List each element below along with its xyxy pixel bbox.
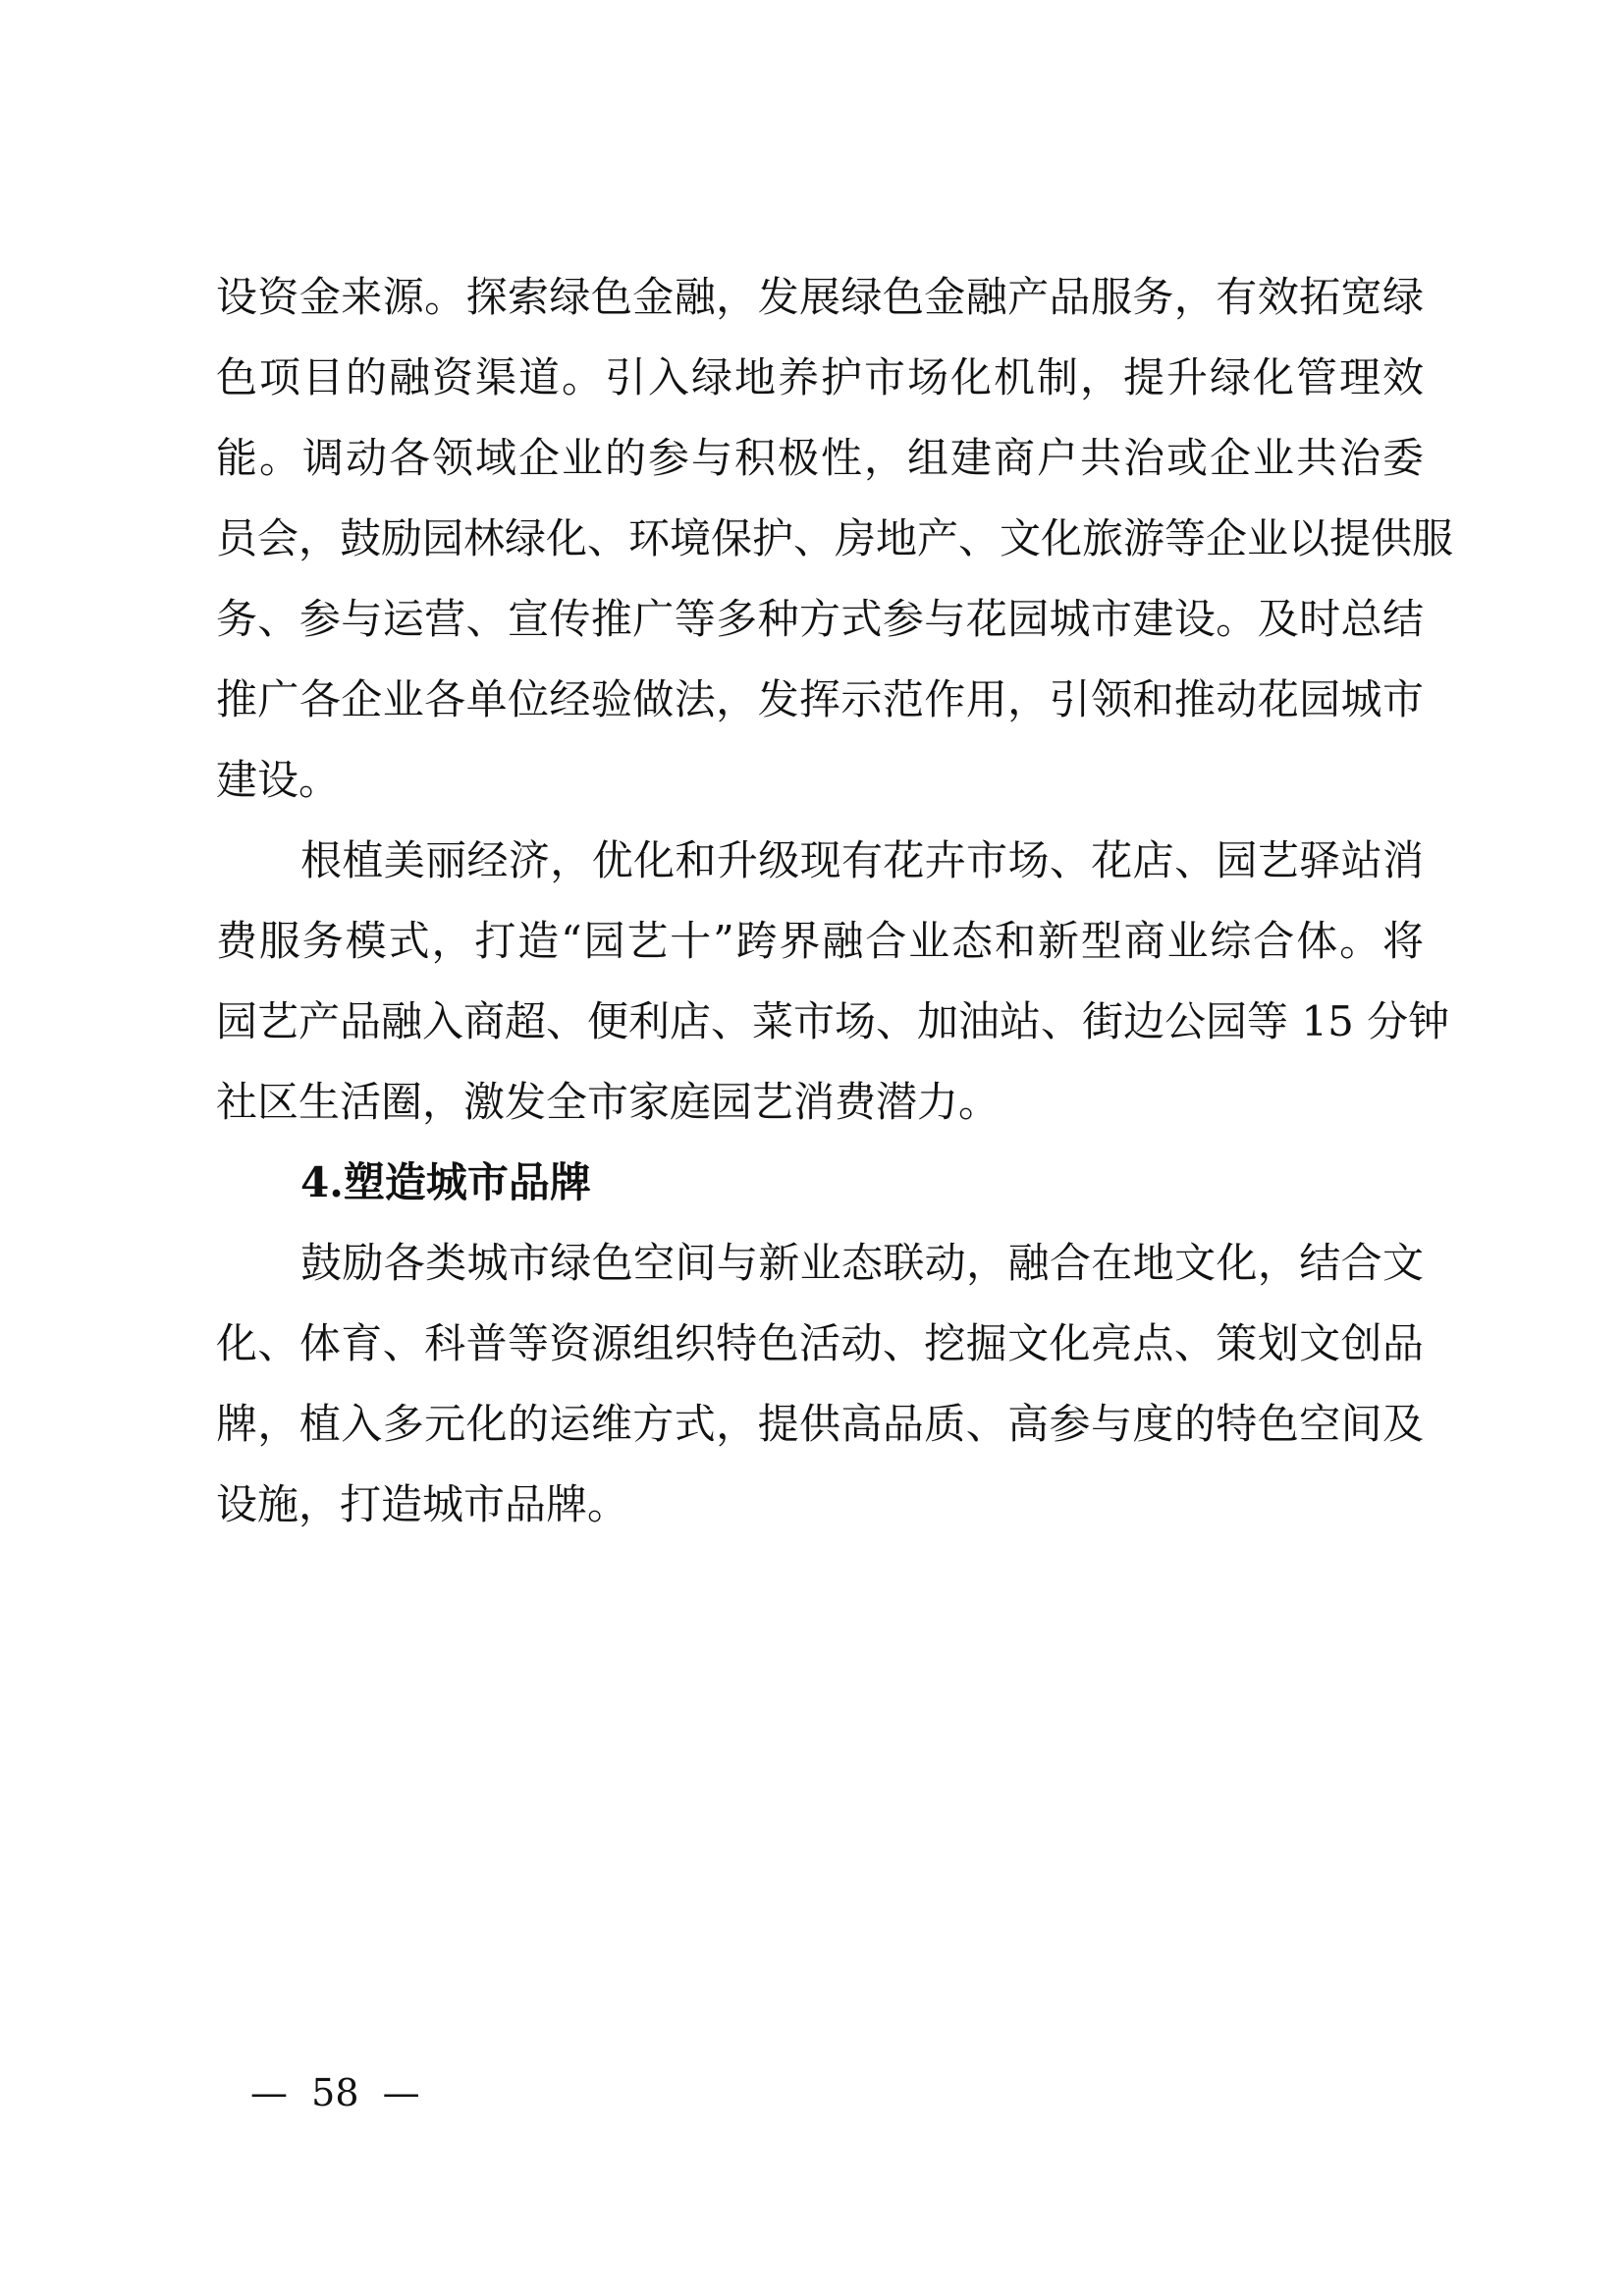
- text-line: 化、体育、科普等资源组织特色活动、挖掘文化亮点、策划文创品: [216, 1319, 1424, 1367]
- text-line: 园艺产品融入商超、便利店、菜市场、加油站、街边公园等 15 分钟: [216, 997, 1450, 1045]
- text-line: 社区生活圈，激发全市家庭园艺消费潜力。: [216, 1078, 1001, 1126]
- text-line: 牌，植入多元化的运维方式，提供高品质、高参与度的特色空间及: [216, 1400, 1424, 1448]
- section-heading: [216, 1143, 1424, 1223]
- text-line: 鼓励各类城市绿色空间与新业态联动，融合在地文化，结合文: [300, 1239, 1424, 1287]
- text-line: 务、参与运营、宣传推广等多种方式参与花园城市建设。及时总结: [216, 595, 1424, 643]
- paragraph-beautiful-economy: [216, 821, 1450, 1143]
- page-number: — 58 —: [250, 2071, 420, 2114]
- text-line: 建设。: [216, 756, 341, 804]
- section-heading-text: 4.塑造城市品牌: [300, 1158, 591, 1206]
- paragraph-continued: [216, 257, 1454, 821]
- text-line: 设施，打造城市品牌。: [216, 1480, 629, 1528]
- text-line: 能。调动各领域企业的参与积极性，组建商户共治或企业共治委: [216, 434, 1424, 482]
- text-line: 费服务模式，打造“园艺十”跨界融合业态和新型商业综合体。将: [216, 917, 1424, 965]
- text-line: 根植美丽经济，优化和升级现有花卉市场、花店、园艺驿站消: [300, 836, 1424, 884]
- text-line: 设资金来源。探索绿色金融，发展绿色金融产品服务，有效拓宽绿: [216, 273, 1424, 321]
- document-body: [216, 257, 1454, 1545]
- paragraph-city-brand: [216, 1223, 1424, 1545]
- text-line: 色项目的融资渠道。引入绿地养护市场化机制，提升绿化管理效: [216, 353, 1424, 401]
- text-line: 推广各企业各单位经验做法，发挥示范作用，引领和推动花园城市: [216, 675, 1424, 723]
- text-line: 员会，鼓励园林绿化、环境保护、房地产、文化旅游等企业以提供服: [216, 514, 1454, 562]
